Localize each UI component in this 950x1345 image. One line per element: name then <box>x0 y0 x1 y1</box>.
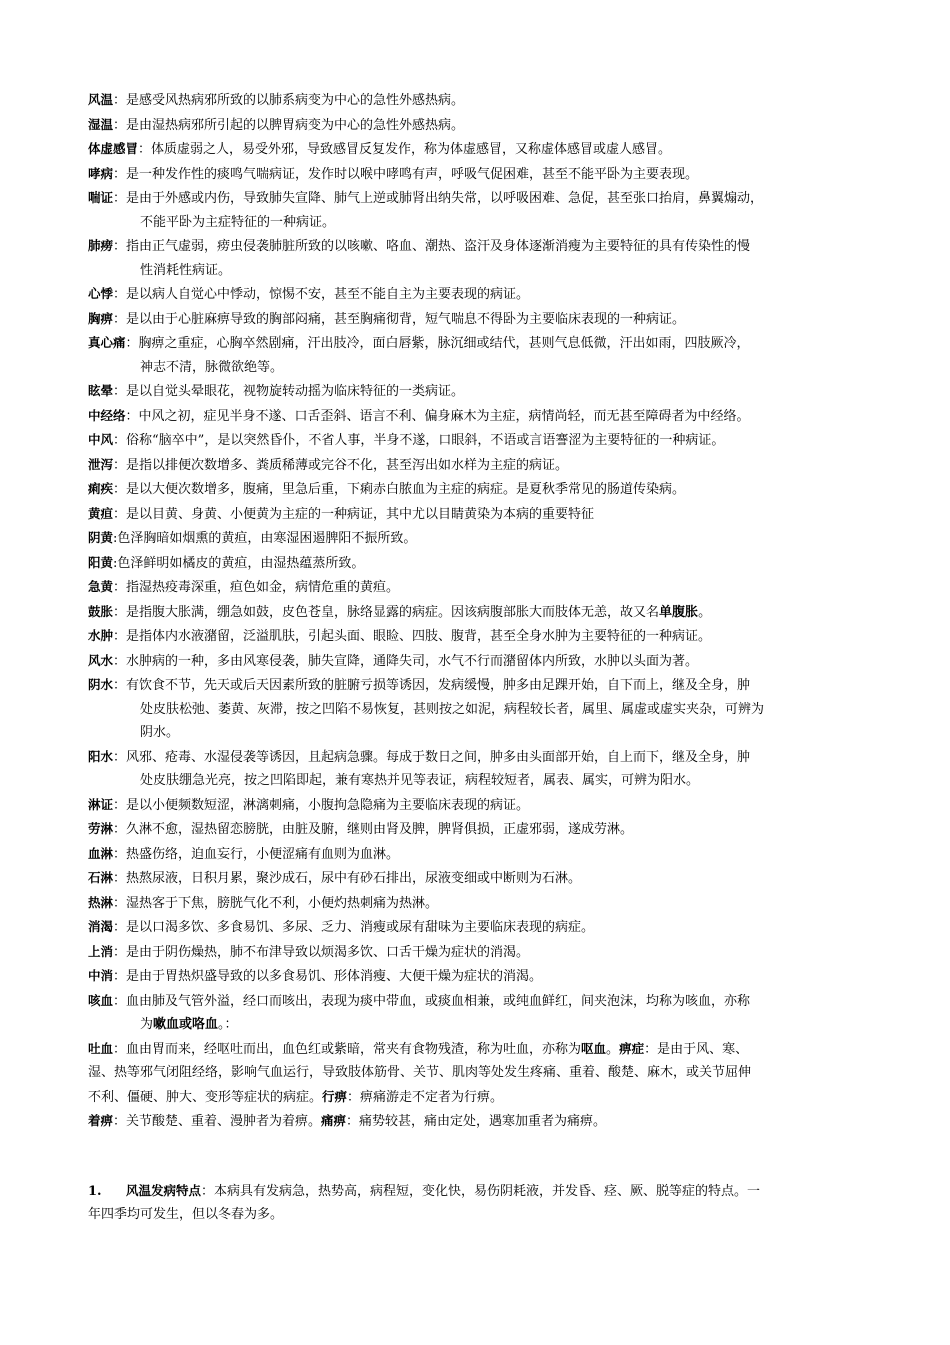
entry-definition: 是由湿热病邪所引起的以脾胃病变为中心的急性外感热病。 <box>126 117 465 133</box>
entry-definition: 是感受风热病邪所致的以肺系病变为中心的急性外感热病。 <box>126 93 465 108</box>
entry-term: 风温 <box>88 92 114 107</box>
entry-definition: 是指体内水液潴留，泛溢肌肤，引起头面、眼睑、四肢、腹背，甚至全身水肿为主要特征的一种病证。 <box>126 629 712 644</box>
glossary-entry <box>88 453 863 478</box>
entry-separator: ： <box>113 433 127 448</box>
entry-term: 阳黄 <box>88 554 114 570</box>
entry-definition: 中风之初，症见半身不遂、口舌歪斜、语言不利、偏身麻木为主症，病情尚轻，而无甚至障碍者为中经络。 <box>138 408 750 424</box>
entry-separator: ： <box>113 993 127 1009</box>
entry-separator: ： <box>113 384 127 399</box>
entry-separator: ： <box>113 604 127 620</box>
entry-continuation: 处皮肤绷急光亮，按之凹陷即起，兼有寒热并见等表证，病程较短者，属表、属实，可辨为阳水。 <box>140 773 700 788</box>
entry-definition: 胸痹之重症，心胸卒然剧痛，汗出肢冷，面白唇紫，脉沉细或结代，甚则气息低微，汗出如雨，四肢厥冷， <box>138 336 750 351</box>
entry-separator: ： <box>113 749 127 765</box>
entry-term: 肺痨 <box>88 238 114 253</box>
glossary-entry: 鼓胀：是指腹大胀满，绷急如鼓，皮色苍皇，脉络显露的病症。因该病腹部胀大而肢体无恙，故又名单腹胀。 <box>88 603 712 620</box>
entry-term: 热淋 <box>88 894 114 910</box>
section-text: ：本病具有发病急，热势高，病程短，变化快，易伤阴耗液，并发昏、痉、厥、脱等症的特点。一 <box>201 1183 761 1199</box>
entry-separator: ： <box>113 239 127 254</box>
entry-term: 鼓胀 <box>88 603 114 619</box>
glossary-entry <box>88 477 863 502</box>
entry-separator: ： <box>113 311 127 327</box>
entry-definition: 热盛伤络，迫血妄行，小便涩痛有血则为血淋。 <box>126 846 400 862</box>
glossary-entry <box>88 379 863 404</box>
entry-term: 痢疾 <box>88 481 114 496</box>
entry-separator: ： <box>113 797 127 813</box>
entry-term: 哮病 <box>88 165 114 181</box>
entry-definition: 久淋不愈，湿热留恋膀胱，由脏及腑，继则由肾及脾，脾肾俱损，正虚邪弱，遂成劳淋。 <box>126 822 634 837</box>
term-tuxue: 吐血 <box>88 1040 114 1056</box>
glossary-entry <box>88 624 863 649</box>
entry-separator: ： <box>125 336 139 351</box>
glossary-entry <box>88 551 863 576</box>
section-1 <box>88 1179 863 1227</box>
entry-term: 水肿 <box>88 628 114 643</box>
entry-definition: 湿热客于下焦，膀胱气化不利，小便灼热刺痛为热淋。 <box>126 895 439 911</box>
entry-definition: 风邪、疮毒、水湿侵袭等诱因，且起病急骤。每成于数日之间，肿多由头面部开始，自上而下，继及全身，肿 <box>126 749 751 765</box>
paragraph-line-1: 吐血：血由胃而来，经呕吐而出，血色红或紫暗，常夹有食物残渣，称为吐血，亦称为呕血。痹症：是由于风、寒、 <box>88 1040 749 1057</box>
glossary-entry <box>88 989 863 1037</box>
entry-definition: 是指以排便次数增多、粪质稀薄或完谷不化，甚至泻出如水样为主症的病证。 <box>126 457 569 473</box>
entry-continuation: 神志不清，脉微欲绝等。 <box>140 359 284 375</box>
entry-separator: ： <box>125 408 139 424</box>
entry-term: 血淋 <box>88 845 114 861</box>
entry-definition: 热熬尿液，日积月累，聚沙成石，尿中有砂石排出，尿液变细或中断则为石淋。 <box>126 871 582 886</box>
glossary-entry <box>88 162 863 187</box>
entry-separator: : <box>113 555 118 571</box>
entry-separator: ： <box>113 482 127 497</box>
glossary-entry <box>88 866 863 891</box>
entry-term: 上消 <box>88 943 114 959</box>
entry-definition: 是以目黄、身黄、小便黄为主症的一种病证，其中尤以目睛黄染为本病的重要特征 <box>126 506 595 522</box>
entry-definition: 是由于阴伤燥热，肺不布津导致以烦渴多饮、口舌干燥为症状的消渴。 <box>126 944 530 960</box>
entry-term: 眩晕 <box>88 383 114 398</box>
entry-separator: ： <box>113 678 127 693</box>
entry-definition: 是指腹大胀满，绷急如鼓，皮色苍皇，脉络显露的病症。因该病腹部胀大而肢体无恙，故又名 <box>126 604 660 620</box>
entry-separator: ： <box>138 142 152 157</box>
glossary-list <box>88 88 863 1037</box>
entry-definition: 是以口渴多饮、多食易饥、多尿、乏力、消瘦或尿有甜味为主要临床表现的病症。 <box>126 920 595 935</box>
entry-separator: ： <box>113 93 127 108</box>
entry-separator: ： <box>113 653 127 669</box>
entry-separator: ： <box>113 580 127 595</box>
entry-term: 阴黄 <box>88 530 114 545</box>
entry-term: 胸痹 <box>88 310 114 326</box>
section-number: 1. <box>88 1183 102 1199</box>
entry-term: 急黄 <box>88 579 114 594</box>
entry-term: 淋证 <box>88 796 114 812</box>
entry-definition: 血由肺及气管外溢，经口而咳出，表现为痰中带血，或痰血相兼，或纯血鲜红，间夹泡沫，均称为咳血，亦称 <box>126 993 751 1009</box>
entry-separator: ： <box>113 166 127 182</box>
glossary-entry <box>88 891 863 916</box>
entry-continuation: 为嗽血或咯血。： <box>140 1017 238 1032</box>
paragraph-line-3: 不利、僵硬、肿大、变形等症状的病症。行痹：痹痛游走不定者为行痹。 <box>88 1088 504 1105</box>
glossary-entry <box>88 915 863 940</box>
glossary-entry <box>88 137 863 162</box>
document-page <box>88 88 863 1227</box>
entry-definition: 有饮食不节，先天或后天因素所致的脏腑亏损等诱因，发病缓慢，肿多由足踝开始，自下而上，继及全身，肿 <box>126 678 751 693</box>
entry-term: 泄泻 <box>88 456 114 472</box>
glossary-entry <box>88 404 863 429</box>
entry-term: 咳血 <box>88 992 114 1008</box>
glossary-entry <box>88 940 863 965</box>
entry-continuation: 阴水。 <box>140 725 180 740</box>
entry-separator: ： <box>113 629 127 644</box>
entry-term: 劳淋 <box>88 821 114 836</box>
glossary-entry <box>88 282 863 307</box>
entry-definition: 是由于胃热炽盛导致的以多食易饥、形体消瘦、大便干燥为症状的消渴。 <box>126 969 543 984</box>
entry-bold-term: 单腹胀 <box>659 604 699 620</box>
glossary-entry <box>88 842 863 867</box>
entry-term: 心悸 <box>88 286 114 301</box>
glossary-entry <box>88 502 863 527</box>
entry-separator: ： <box>113 457 127 473</box>
entry-separator: ： <box>113 920 127 935</box>
entry-separator: : <box>113 531 118 546</box>
glossary-entry <box>88 745 863 793</box>
entry-definition: 是以由于心脏麻痹导致的胸部闷痛，甚至胸痛彻背，短气喘息不得卧为主要临床表现的一种病证。 <box>126 311 686 327</box>
entry-term: 喘证 <box>88 190 114 205</box>
entry-term: 真心痛 <box>88 335 126 350</box>
entry-continuation: 不能平卧为主症特征的一种病证。 <box>140 214 336 230</box>
entry-term: 石淋 <box>88 870 114 885</box>
glossary-entry <box>88 113 863 138</box>
entry-term: 阳水 <box>88 748 114 764</box>
term-tongbi: 痛痹 <box>321 1113 347 1128</box>
entry-separator: ： <box>113 117 127 133</box>
glossary-entry <box>88 88 863 113</box>
entry-term: 湿温 <box>88 116 114 132</box>
entry-term: 体虚感冒 <box>88 141 139 156</box>
entry-bold-term: 嗽血或咯血 <box>153 1017 219 1032</box>
term-zhuobi: 着痹 <box>88 1113 114 1128</box>
glossary-entry <box>88 964 863 989</box>
entry-definition: 体质虚弱之人，易受外邪，导致感冒反复发作，称为体虚感冒，又称虚体感冒或虚人感冒。 <box>151 142 672 157</box>
glossary-entry <box>88 575 863 600</box>
entry-definition: 色泽胸暗如烟熏的黄疸，由寒湿困遏脾阳不振所致。 <box>117 531 417 546</box>
entry-separator: ： <box>113 944 127 960</box>
glossary-entry <box>88 673 863 745</box>
entry-definition: 是以小便频数短涩，淋漓刺痛，小腹拘急隐痛为主要临床表现的病证。 <box>126 797 530 813</box>
entry-definition: 是以自觉头晕眼花，视物旋转动摇为临床特征的一类病证。 <box>126 384 465 399</box>
entry-term: 阴水 <box>88 677 114 692</box>
entry-term: 中消 <box>88 968 114 983</box>
glossary-entry <box>88 307 863 332</box>
glossary-entry <box>88 817 863 842</box>
term-bizheng: 痹症 <box>619 1040 645 1056</box>
entry-separator: ： <box>113 871 127 886</box>
entry-definition: 是由于外感或内伤，导致肺失宣降、肺气上逆或肺肾出纳失常，以呼吸困难、急促，甚至张口抬肩，鼻翼煽动， <box>126 191 764 206</box>
entry-separator: ： <box>113 191 127 206</box>
section-text-line-2: 年四季均可发生，但以冬春为多。 <box>88 1207 284 1222</box>
entry-definition: 是以大便次数增多，腹痛，里急后重，下痢赤白脓血为主症的病症。是夏秋季常见的肠道传染病。 <box>126 482 686 497</box>
paragraph-line-2: 湿、热等邪气闭阻经络，影响气血运行，导致肢体筋骨、关节、肌肉等处发生疼痛、重着、酸楚、麻木，或关节屈伸 <box>88 1065 752 1080</box>
entry-continuation: 处皮肤松弛、萎黄、灰滞，按之凹陷不易恢复，甚则按之如泥，病程较长者，属里、属虚或虚实夹杂，可辨为 <box>140 701 765 717</box>
entry-separator: ： <box>113 287 127 302</box>
entry-definition: 水肿病的一种，多由风寒侵袭，肺失宣降，通降失司，水气不行而潴留体内所致，水肿以头面为著。 <box>126 653 699 669</box>
entry-definition: 指湿热疫毒深重，疸色如金，病情危重的黄疸。 <box>126 580 400 595</box>
glossary-entry <box>88 234 863 282</box>
entry-separator: ： <box>113 822 127 837</box>
entry-definition: 是一种发作性的痰鸣气喘病证，发作时以喉中哮鸣有声，呼吸气促困难，甚至不能平卧为主要表现。 <box>126 166 699 182</box>
glossary-entry <box>88 526 863 551</box>
term-xingbi: 行痹 <box>322 1088 348 1104</box>
entry-continuation: 性消耗性病证。 <box>140 262 232 278</box>
entry-definition: 俗称“脑卒中”，是以突然昏仆，不省人事，半身不遂，口眼斜，不语或言语謇涩为主要特征的一种病证。 <box>126 433 725 448</box>
entry-definition: 是以病人自觉心中悸动，惊惕不安，甚至不能自主为主要表现的病证。 <box>126 287 530 302</box>
entry-separator: ： <box>113 506 127 522</box>
entry-definition: 色泽鲜明如橘皮的黄疸，由湿热蕴蒸所致。 <box>117 555 365 571</box>
entry-separator: ： <box>113 969 127 984</box>
glossary-entry <box>88 186 863 234</box>
glossary-entry <box>88 428 863 453</box>
entry-term: 风水 <box>88 652 114 668</box>
entry-term: 中经络 <box>88 407 126 423</box>
entry-definition: 指由正气虚弱，痨虫侵袭肺脏所致的以咳嗽、咯血、潮热、盗汗及身体逐渐消瘦为主要特征的具有传染性的慢 <box>126 239 751 254</box>
glossary-entry <box>88 649 863 674</box>
glossary-paragraph <box>88 1037 863 1134</box>
entry-term: 中风 <box>88 432 114 447</box>
glossary-entry <box>88 331 863 379</box>
glossary-entry <box>88 793 863 818</box>
entry-separator: ： <box>113 846 127 862</box>
entry-term: 消渴 <box>88 919 114 934</box>
entry-separator: ： <box>113 895 127 911</box>
entry-term: 黄疸 <box>88 505 114 521</box>
section-term: 风温发病特点 <box>126 1182 202 1198</box>
paragraph-line-4: 着痹：关节酸楚、重着、漫肿者为着痹。痛痹：痛势较甚，痛由定处，遇寒加重者为痛痹。 <box>88 1113 607 1129</box>
